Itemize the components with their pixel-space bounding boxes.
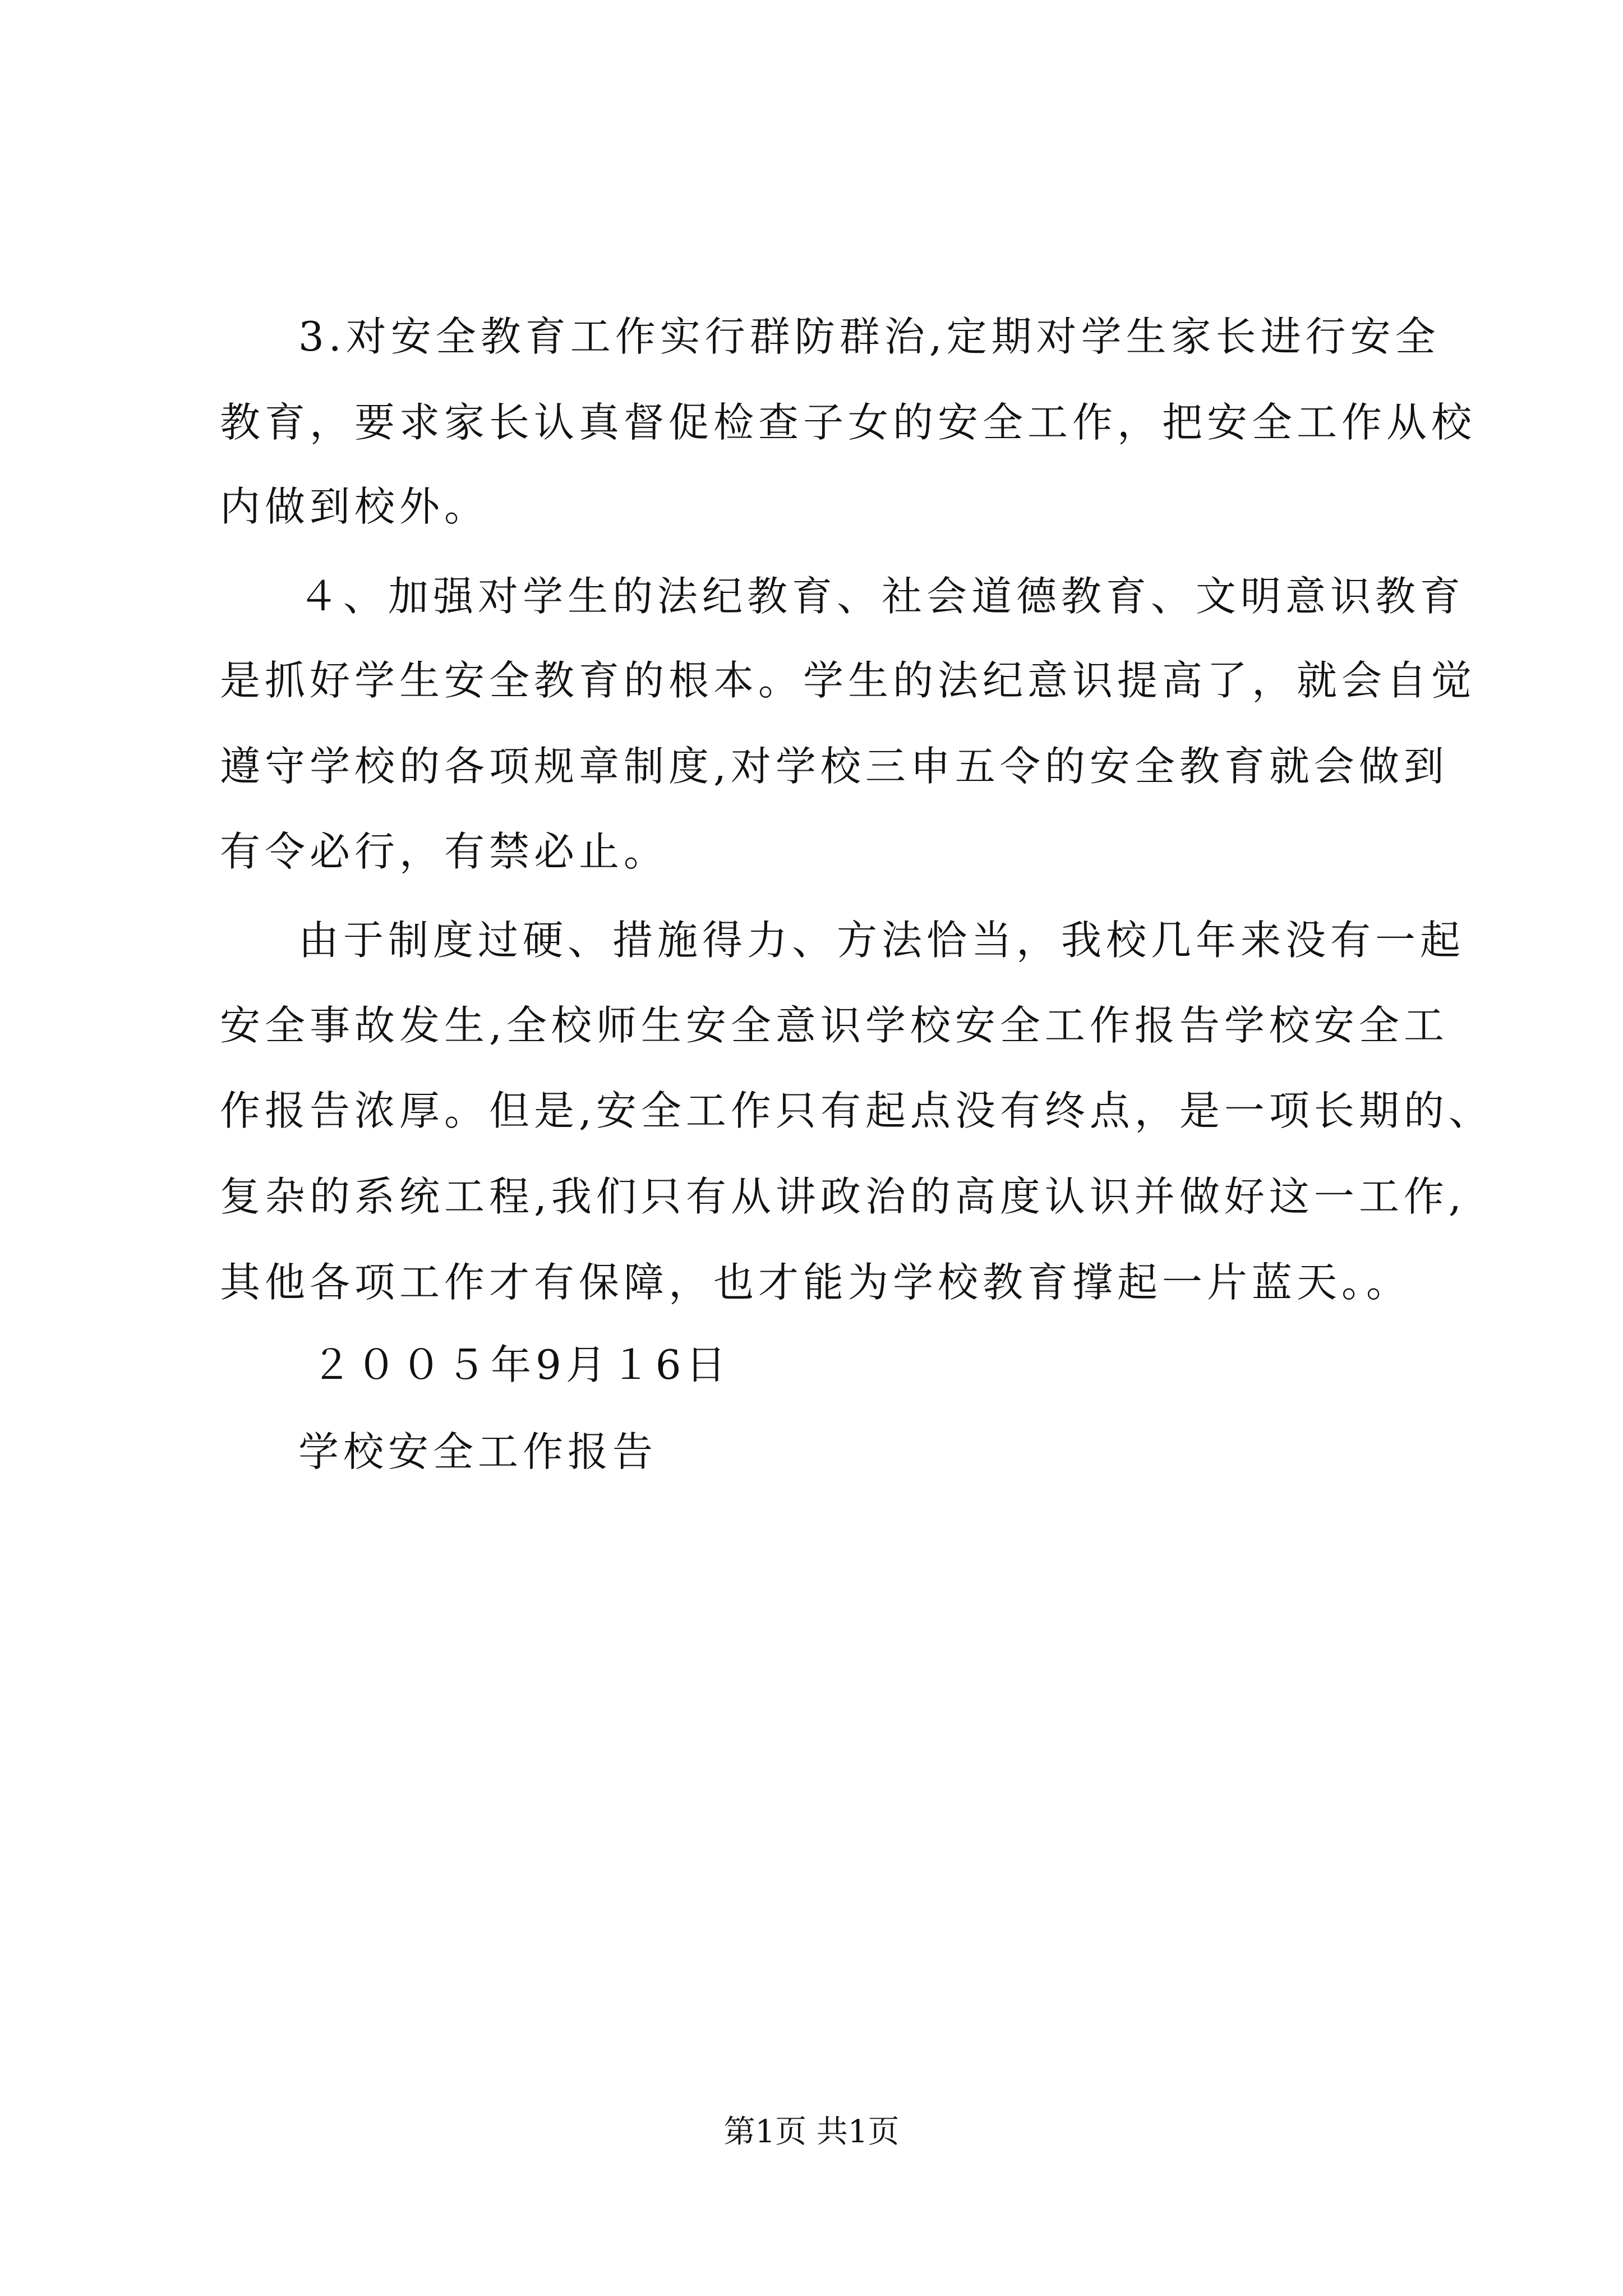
closing-title: 学校安全工作报告 (298, 1428, 658, 1475)
paragraph-3-line-2: 教育，要求家长认真督促检查子女的安全工作，把安全工作从校 (220, 399, 1477, 446)
conclusion-line-1: 由于制度过硬、措施得力、方法恰当，我校几年来没有一起 (298, 917, 1465, 964)
paragraph-4-line-3: 遵守学校的各项规章制度,对学校三申五令的安全教育就会做到 (220, 743, 1449, 790)
conclusion-line-4: 复杂的系统工程,我们只有从讲政治的高度认识并做好这一工作, (220, 1173, 1466, 1220)
paragraph-3-line-3: 内做到校外。 (220, 483, 490, 530)
page-footer: 第1页 共1页 (723, 2114, 900, 2150)
paragraph-3-line-1: 3.对安全教育工作实行群防群治,定期对学生家长进行安全 (298, 313, 1440, 360)
conclusion-line-2: 安全事故发生,全校师生安全意识学校安全工作报告学校安全工 (220, 1002, 1449, 1049)
date-line: ２００５年9月１6日 (311, 1341, 731, 1388)
paragraph-4-line-1: ４、加强对学生的法纪教育、社会道德教育、文明意识教育 (298, 573, 1465, 620)
paragraph-4-line-4: 有令必行，有禁必止。 (220, 828, 669, 875)
conclusion-line-5: 其他各项工作才有保障，也才能为学校教育撑起一片蓝天。。 (220, 1259, 1412, 1306)
paragraph-4-line-2: 是抓好学生安全教育的根本。学生的法纪意识提高了，就会自觉 (220, 657, 1477, 704)
conclusion-line-3: 作报告浓厚。但是,安全工作只有起点没有终点，是一项长期的、 (220, 1087, 1493, 1134)
